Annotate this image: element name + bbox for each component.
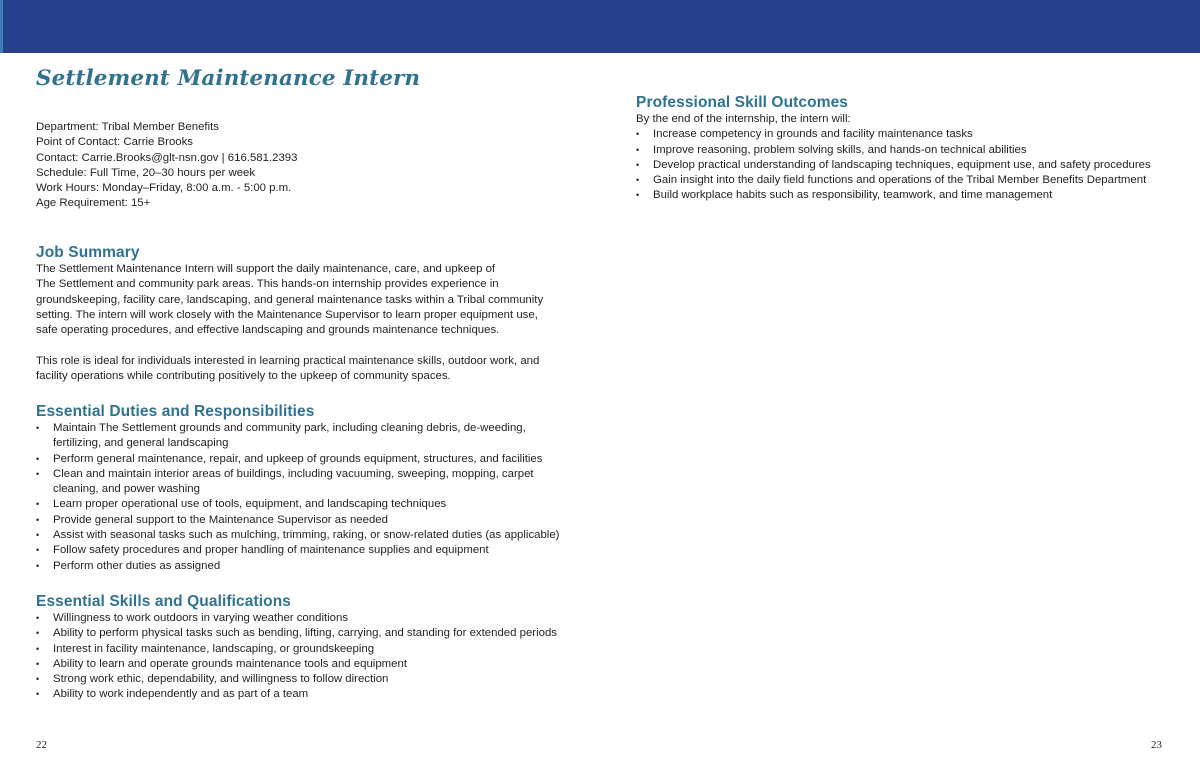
list-item-line: Learn proper operational use of tools, equipment, and landscaping techniques bbox=[53, 498, 447, 511]
list-item bbox=[36, 497, 576, 512]
paragraph-line: setting. The intern will work closely with the Maintenance Supervisor to learn proper equipment use, bbox=[36, 308, 538, 321]
list-item-line: cleaning, and power washing bbox=[53, 483, 200, 496]
paragraph-line: The Settlement and community park areas. This hands-on internship provides experience in bbox=[36, 278, 499, 291]
bullet-icon: • bbox=[36, 643, 40, 654]
list-item bbox=[636, 188, 1176, 203]
bullet-icon: • bbox=[36, 560, 40, 571]
list-item-line: Follow safety procedures and proper handling of maintenance supplies and equipment bbox=[53, 544, 489, 557]
bullet-icon: • bbox=[36, 674, 40, 685]
meta-contact: Contact: Carrie.Brooks@glt-nsn.gov | 616.581.2393 bbox=[36, 151, 298, 164]
bullet-icon: • bbox=[36, 658, 40, 669]
bullet-icon: • bbox=[36, 613, 40, 623]
list-item bbox=[36, 672, 576, 687]
list-item-line: Maintain The Settlement grounds and community park, including cleaning debris, de-weeding, bbox=[53, 422, 526, 434]
header-bar bbox=[0, 0, 1200, 53]
list-item-text: Ability to work independently and as part of a team bbox=[53, 688, 309, 701]
meta-schedule: Schedule: Full Time, 20–30 hours per week bbox=[36, 166, 256, 179]
skills-heading: Essential Skills and Qualifications bbox=[36, 593, 292, 610]
list-item-text: Improve reasoning, problem solving skills, and hands-on technical abilities bbox=[653, 143, 1027, 156]
job-summary-heading: Job Summary bbox=[36, 244, 140, 261]
list-item bbox=[36, 611, 576, 626]
bullet-icon: • bbox=[36, 499, 40, 510]
paragraph-line: groundskeeping, facility care, landscaping, and general maintenance tasks within a Tribal community bbox=[36, 293, 544, 306]
bullet-icon: • bbox=[636, 129, 640, 140]
header-bar-edge bbox=[0, 0, 3, 53]
list-item-line: Perform other duties as assigned bbox=[53, 559, 221, 572]
list-item-text: Interest in facility maintenance, landscaping, or groundskeeping bbox=[53, 642, 375, 655]
bullet-icon: • bbox=[636, 175, 640, 186]
paragraph-line: facility operations while contributing positively to the upkeep of community spaces. bbox=[36, 370, 451, 383]
list-item-line: Clean and maintain interior areas of buildings, including vacuuming, sweeping, mopping, carpet bbox=[53, 467, 534, 480]
bullet-icon: • bbox=[36, 453, 40, 464]
list-item bbox=[36, 543, 576, 558]
bullet-icon: • bbox=[636, 190, 640, 201]
bullet-icon: • bbox=[636, 159, 640, 170]
list-item bbox=[36, 452, 576, 467]
page-number-right: 23 bbox=[1151, 739, 1162, 751]
outcomes-list bbox=[636, 127, 1176, 203]
list-item-text: Willingness to work outdoors in varying weather conditions bbox=[53, 612, 349, 624]
list-item bbox=[36, 467, 576, 498]
meta-point-of-contact: Point of Contact: Carrie Brooks bbox=[36, 136, 194, 149]
bullet-icon: • bbox=[36, 423, 40, 433]
bullet-icon: • bbox=[36, 530, 40, 541]
bullet-icon: • bbox=[636, 144, 640, 155]
bullet-icon: • bbox=[36, 628, 40, 639]
bullet-icon: • bbox=[36, 689, 40, 700]
duties-list bbox=[36, 421, 576, 574]
meta-age-requirement: Age Requirement: 15+ bbox=[36, 197, 151, 210]
job-summary-paragraph-1 bbox=[36, 262, 576, 338]
skills-list bbox=[36, 611, 576, 703]
list-item-text: Gain insight into the daily field functions and operations of the Tribal Member Benefits Department bbox=[653, 174, 1147, 187]
page-number-left: 22 bbox=[36, 739, 47, 751]
duties-heading: Essential Duties and Responsibilities bbox=[36, 403, 315, 420]
bullet-icon: • bbox=[36, 468, 40, 479]
list-item bbox=[36, 687, 576, 702]
page-title: Settlement Maintenance Intern bbox=[36, 66, 421, 91]
list-item bbox=[636, 127, 1176, 142]
list-item bbox=[636, 143, 1176, 158]
list-item bbox=[36, 642, 576, 657]
bullet-icon: • bbox=[36, 514, 40, 525]
list-item bbox=[36, 513, 576, 528]
list-item-text: Strong work ethic, dependability, and willingness to follow direction bbox=[53, 673, 389, 686]
paragraph-line: safe operating procedures, and effective landscaping and grounds maintenance techniques. bbox=[36, 324, 500, 337]
list-item-line: fertilizing, and general landscaping bbox=[53, 437, 229, 450]
list-item bbox=[36, 626, 576, 641]
paragraph-line: The Settlement Maintenance Intern will support the daily maintenance, care, and upkeep of bbox=[36, 263, 496, 275]
paragraph-line: This role is ideal for individuals interested in learning practical maintenance skills, outdoor work, and bbox=[36, 354, 540, 367]
list-item-text: Ability to perform physical tasks such as bending, lifting, carrying, and standing for extended periods bbox=[53, 627, 557, 640]
outcomes-heading: Professional Skill Outcomes bbox=[636, 94, 849, 111]
job-meta-list bbox=[36, 120, 297, 212]
outcomes-intro: By the end of the internship, the intern will: bbox=[636, 113, 851, 125]
list-item-text: Build workplace habits such as responsibility, teamwork, and time management bbox=[653, 189, 1053, 202]
duties-section bbox=[36, 403, 576, 574]
meta-work-hours: Work Hours: Monday–Friday, 8:00 a.m. - 5:00 p.m. bbox=[36, 182, 292, 195]
outcomes-section bbox=[636, 94, 1176, 204]
list-item-line: Assist with seasonal tasks such as mulching, trimming, raking, or snow-related duties (as applicable) bbox=[53, 529, 560, 542]
meta-department: Department: Tribal Member Benefits bbox=[36, 121, 219, 133]
job-summary-paragraph-2 bbox=[36, 354, 576, 385]
job-summary-section bbox=[36, 244, 576, 384]
list-item bbox=[636, 173, 1176, 188]
list-item-text: Ability to learn and operate grounds maintenance tools and equipment bbox=[53, 657, 407, 670]
list-item bbox=[36, 559, 576, 574]
list-item-text: Increase competency in grounds and facility maintenance tasks bbox=[653, 128, 973, 141]
skills-section bbox=[36, 593, 576, 703]
list-item bbox=[36, 421, 576, 452]
list-item-line: Provide general support to the Maintenance Supervisor as needed bbox=[53, 513, 388, 526]
list-item bbox=[636, 158, 1176, 173]
list-item bbox=[36, 528, 576, 543]
list-item-line: Perform general maintenance, repair, and upkeep of grounds equipment, structures, and facilities bbox=[53, 452, 543, 465]
list-item-text: Develop practical understanding of landscaping techniques, equipment use, and safety procedures bbox=[653, 158, 1151, 171]
list-item bbox=[36, 657, 576, 672]
bullet-icon: • bbox=[36, 545, 40, 556]
